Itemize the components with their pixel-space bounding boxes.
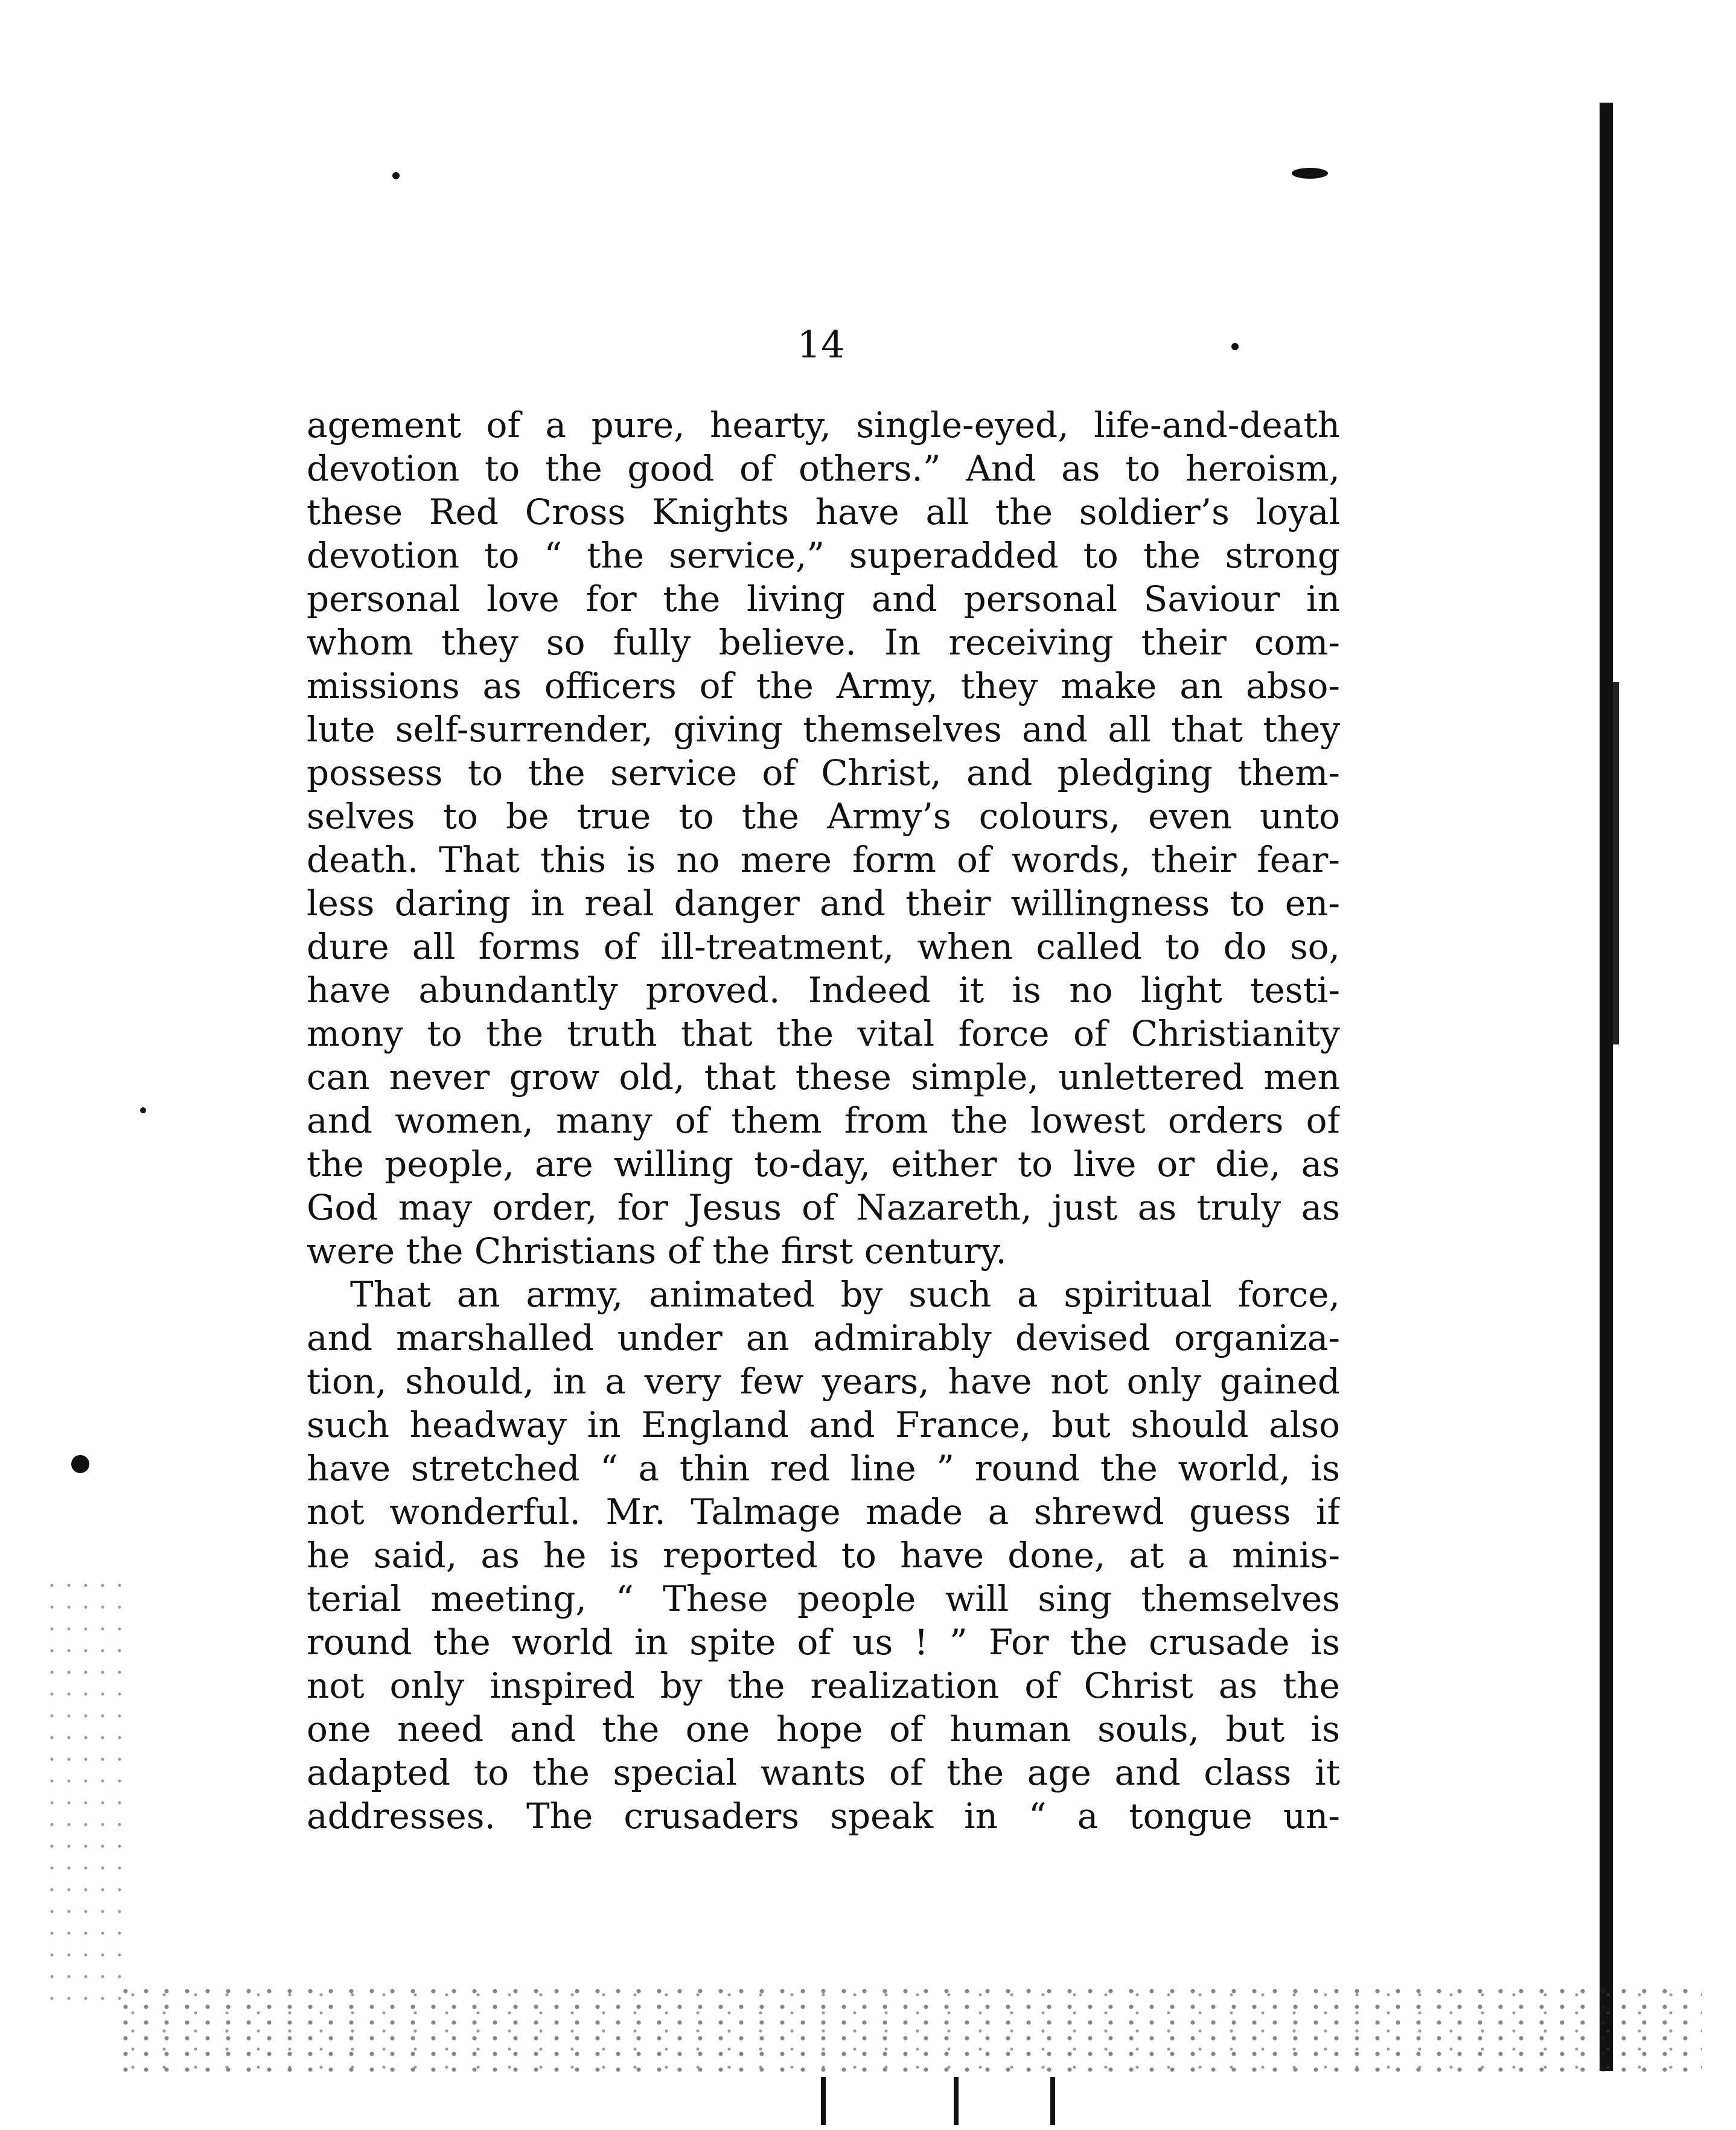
text-line: death. That this is no mere form of words, their fear- [307, 839, 1340, 880]
text-line: agement of a pure, hearty, single-eyed, life-and-death [307, 405, 1340, 446]
text-line: devotion to the good of others.” And as to heroism, [307, 448, 1340, 489]
text-line: these Red Cross Knights have all the soldier’s loyal [307, 491, 1340, 532]
text-line: less daring in real danger and their willingness to en- [307, 883, 1340, 924]
scan-speck [71, 1455, 89, 1473]
text-line: dure all forms of ill-treatment, when called to do so, [307, 926, 1340, 967]
text-line: lute self-surrender, giving themselves and all that they [307, 709, 1340, 750]
text-line: can never grow old, that these simple, unlettered men [307, 1057, 1340, 1098]
scan-speck [392, 172, 400, 179]
text-line: possess to the service of Christ, and pledging them- [307, 752, 1340, 793]
text-line: selves to be true to the Army’s colours, even unto [307, 796, 1340, 837]
text-line: have abundantly proved. Indeed it is no light testi- [307, 970, 1340, 1011]
scan-noise-left [48, 1582, 133, 2016]
text-line: round the world in spite of us ! ” For the crusade is [307, 1622, 1340, 1663]
scan-speck [1231, 343, 1239, 350]
text-line: such headway in England and France, but should also [307, 1404, 1340, 1445]
text-line: he said, as he is reported to have done, at a minis- [307, 1535, 1340, 1576]
text-line: not wonderful. Mr. Talmage made a shrewd guess if [307, 1491, 1340, 1532]
text-line: God may order, for Jesus of Nazareth, just as truly as [307, 1187, 1340, 1228]
scan-edge-shadow [1600, 103, 1613, 2071]
text-line: missions as officers of the Army, they make an abso- [307, 665, 1340, 706]
text-line: and women, many of them from the lowest orders of [307, 1100, 1340, 1141]
scan-mark [1050, 2077, 1055, 2125]
body-text [307, 403, 1340, 1838]
scan-speck [1292, 168, 1328, 179]
text-line: tion, should, in a very few years, have not only gained [307, 1361, 1340, 1402]
scan-mark [821, 2077, 826, 2125]
text-line: mony to the truth that the vital force of Christianity [307, 1013, 1340, 1054]
scan-mark [954, 2077, 959, 2125]
text-line: and marshalled under an admirably devised organiza- [307, 1317, 1340, 1358]
text-line: personal love for the living and personal Saviour in [307, 578, 1340, 619]
text-line: the people, are willing to-day, either to live or die, as [307, 1143, 1340, 1185]
text-line: adapted to the special wants of the age and class it [307, 1752, 1340, 1793]
text-line: not only inspired by the realization of Christ as the [307, 1665, 1340, 1706]
text-line: one need and the one hope of human souls, but is [307, 1709, 1340, 1750]
page-number: 14 [797, 322, 845, 366]
text-line: That an army, animated by such a spiritual force, [350, 1274, 1340, 1315]
scan-speck [140, 1107, 146, 1113]
text-line: addresses. The crusaders speak in “ a tongue un- [307, 1796, 1340, 1837]
scan-edge-shadow [1613, 682, 1619, 1044]
text-line: were the Christians of the first century. [307, 1230, 1007, 1271]
text-line: whom they so fully believe. In receiving their com- [307, 622, 1340, 663]
text-line: have stretched “ a thin red line ” round the world, is [307, 1448, 1340, 1489]
scan-noise-bottom [121, 1986, 1702, 2083]
text-line: devotion to “ the service,” superadded to the strong [307, 535, 1340, 576]
text-line: terial meeting, “ These people will sing themselves [307, 1578, 1340, 1619]
